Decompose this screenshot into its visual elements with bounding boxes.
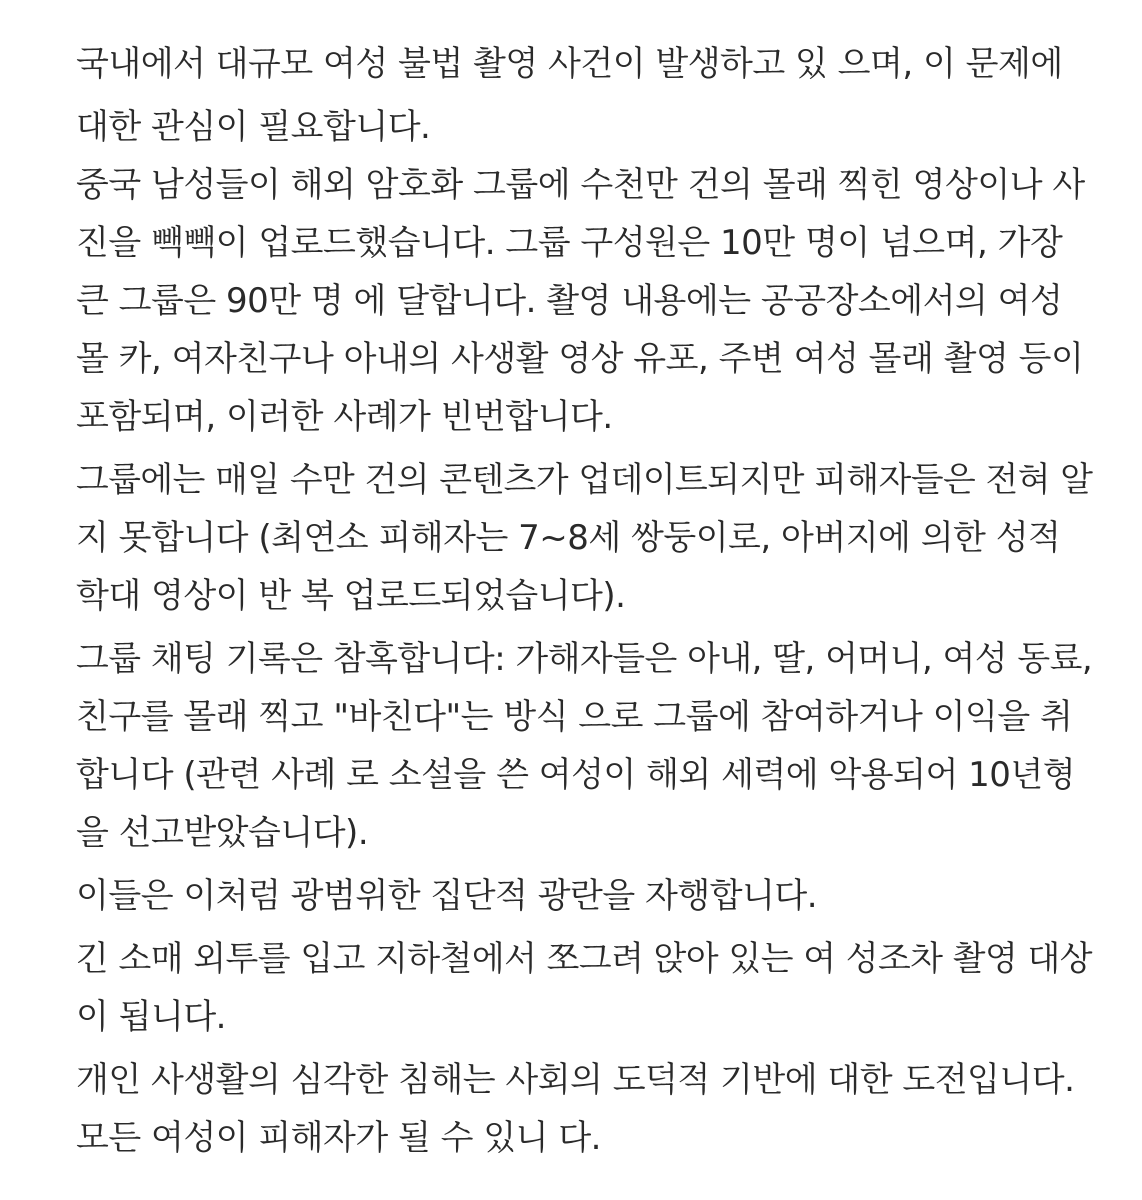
text-line: 개인 사생활의 심각한 침해는 사회의 도덕적 기반에 대한 도전입니다. <box>76 1060 1075 1100</box>
text-line: 진을 빽빽이 업로드했습니다. 그룹 구성원은 10만 명이 넘으며, 가장 <box>76 223 1063 263</box>
text-line: 그룹 채팅 기록은 참혹합니다: 가해자들은 아내, 딸, 어머니, 여성 동료, <box>76 639 1093 679</box>
text-line: 대한 관심이 필요합니다. <box>76 107 431 147</box>
text-line: 포함되며, 이러한 사례가 빈번합니다. <box>76 397 613 437</box>
text-line: 그룹에는 매일 수만 건의 콘텐츠가 업데이트되지만 피해자들은 전혀 알 <box>76 460 1093 500</box>
text-line: 친구를 몰래 찍고 "바친다"는 방식 으로 그룹에 참여하거나 이익을 취 <box>76 697 1073 737</box>
text-line: 을 선고받았습니다). <box>76 813 369 853</box>
text-line: 몰 카, 여자친구나 아내의 사생활 영상 유포, 주변 여성 몰래 촬영 등이 <box>76 339 1084 379</box>
text-line: 학대 영상이 반 복 업로드되었습니다). <box>76 576 626 616</box>
text-line: 중국 남성들이 해외 암호화 그룹에 수천만 건의 몰래 찍힌 영상이나 사 <box>76 165 1085 205</box>
text-line: 이 됩니다. <box>76 997 226 1037</box>
text-line: 큰 그룹은 90만 명 에 달합니다. 촬영 내용에는 공공장소에서의 여성 <box>76 281 1063 321</box>
text-line: 이들은 이처럼 광범위한 집단적 광란을 자행합니다. <box>76 876 818 916</box>
text-line: 합니다 (관련 사례 로 소설을 쓴 여성이 해외 세력에 악용되어 10년형 <box>76 755 1076 795</box>
text-line: 긴 소매 외투를 입고 지하철에서 쪼그려 앉아 있는 여 성조차 촬영 대상 <box>76 939 1093 979</box>
text-line: 지 못합니다 (최연소 피해자는 7~8세 쌍둥이로, 아버지에 의한 성적 <box>76 518 1061 558</box>
text-line: 모든 여성이 피해자가 될 수 있니 다. <box>76 1118 601 1158</box>
text-line: 국내에서 대규모 여성 불법 촬영 사건이 발생하고 있 으며, 이 문제에 <box>76 44 1063 84</box>
